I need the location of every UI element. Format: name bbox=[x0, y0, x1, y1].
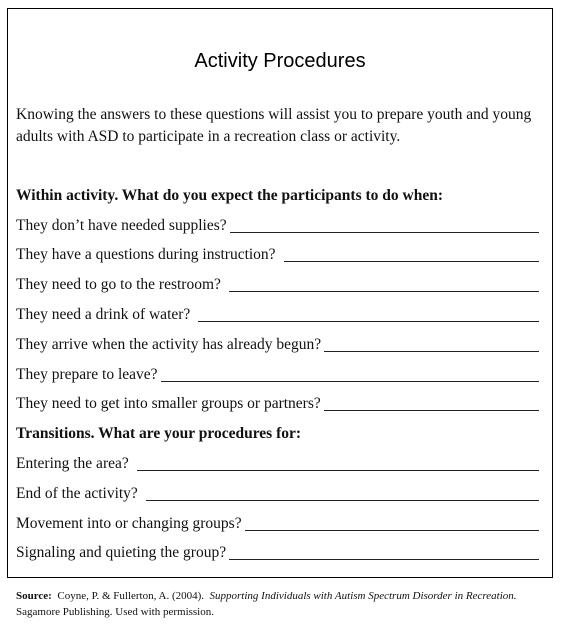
worksheet-frame bbox=[7, 8, 553, 578]
question-row bbox=[16, 206, 539, 236]
source-citation bbox=[16, 588, 546, 620]
question-list bbox=[16, 176, 539, 563]
question-row bbox=[16, 295, 539, 325]
answer-line[interactable] bbox=[284, 261, 539, 262]
question-label: They need a drink of water? bbox=[16, 305, 191, 323]
question-row bbox=[16, 325, 539, 355]
intro-paragraph: Knowing the answers to these questions will assist you to prepare youth and young adults with ASD to participate in a recreation class or activity. bbox=[16, 106, 532, 145]
question-row bbox=[16, 444, 539, 474]
source-publisher: Sagamore Publishing. Used with permission. bbox=[16, 606, 214, 618]
question-label: Signaling and quieting the group? bbox=[16, 544, 227, 562]
question-label: They need to go to the restroom? bbox=[16, 276, 221, 294]
answer-line[interactable] bbox=[324, 410, 539, 411]
question-label: They arrive when the activity has already begun? bbox=[16, 335, 322, 353]
question-row bbox=[16, 474, 539, 504]
question-row bbox=[16, 504, 539, 534]
answer-line[interactable] bbox=[198, 321, 539, 322]
answer-line[interactable] bbox=[137, 470, 539, 471]
answer-line[interactable] bbox=[324, 351, 539, 352]
source-authors: Coyne, P. & Fullerton, A. (2004). bbox=[57, 590, 205, 602]
question-row bbox=[16, 265, 539, 295]
question-row bbox=[16, 534, 539, 564]
question-label: They don’t have needed supplies? bbox=[16, 216, 227, 234]
question-label: End of the activity? bbox=[16, 484, 138, 502]
question-label: They have a questions during instruction? bbox=[16, 246, 276, 264]
question-label: Entering the area? bbox=[16, 454, 129, 472]
section-heading-within-activity: Within activity. What do you expect the participants to do when: bbox=[16, 186, 443, 204]
answer-line[interactable] bbox=[230, 232, 539, 233]
question-label: They need to get into smaller groups or partners? bbox=[16, 395, 321, 413]
question-row bbox=[16, 355, 539, 385]
source-label: Source: bbox=[16, 590, 52, 602]
question-label: They prepare to leave? bbox=[16, 365, 158, 383]
section-heading-transitions: Transitions. What are your procedures for: bbox=[16, 425, 302, 443]
answer-line[interactable] bbox=[229, 291, 539, 292]
question-row bbox=[16, 236, 539, 266]
page-title: Activity Procedures bbox=[194, 50, 366, 72]
question-label: Movement into or changing groups? bbox=[16, 514, 242, 532]
answer-line[interactable] bbox=[161, 381, 539, 382]
answer-line[interactable] bbox=[245, 530, 539, 531]
question-row bbox=[16, 385, 539, 415]
source-book-title: Supporting Individuals with Autism Spectrum Disorder in Recreation. bbox=[209, 590, 517, 602]
answer-line[interactable] bbox=[229, 559, 539, 560]
answer-line[interactable] bbox=[146, 500, 539, 501]
